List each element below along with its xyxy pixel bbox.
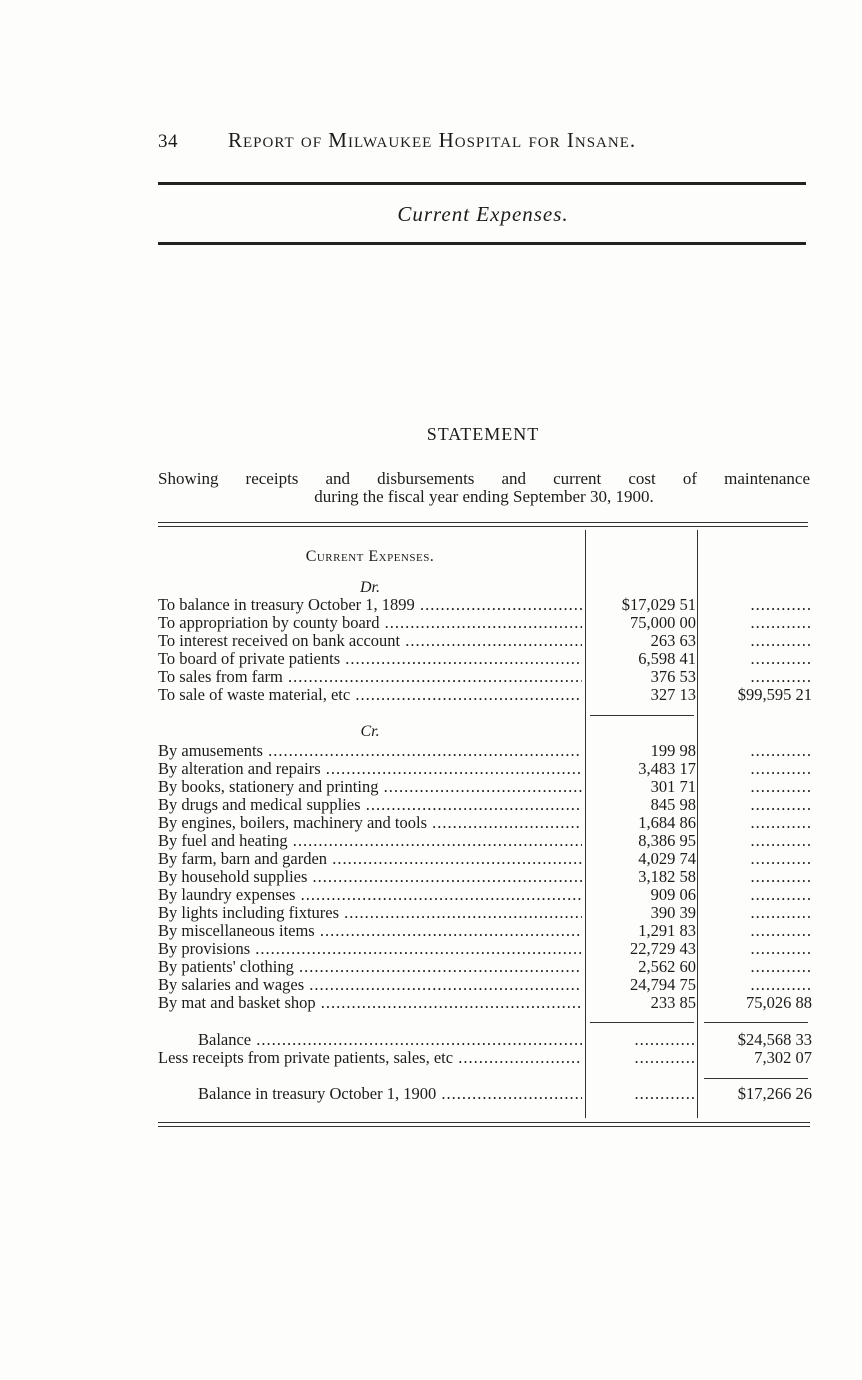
statement-subtitle-line-1: Showing receipts and disbursements and current cost of maintenance xyxy=(158,469,810,488)
credit-heading: Cr. xyxy=(360,723,380,740)
ledger-row-amount: 233 85 xyxy=(650,993,696,1012)
ledger-row-label: By laundry expenses ..... xyxy=(158,886,582,904)
ledger-row-label: To board of private patients ..... xyxy=(158,650,582,668)
table-top-rule-1 xyxy=(158,522,808,523)
ledger-row xyxy=(158,796,812,814)
ledger-row-total: ............ xyxy=(750,667,812,686)
ledger-row xyxy=(158,904,812,922)
ledger-row-total: ............ xyxy=(750,903,812,922)
ledger-row xyxy=(158,632,812,650)
ledger-row-label: By fuel and heating ..... xyxy=(158,832,582,850)
ledger-row-total: ............ xyxy=(750,613,812,632)
ledger-row-label: To balance in treasury October 1, 1899 ..... xyxy=(158,596,582,614)
ledger-row-amount: 199 98 xyxy=(650,741,696,760)
ledger-row-label: By farm, barn and garden ..... xyxy=(158,850,582,868)
ledger-row-amount: 3,483 17 xyxy=(638,759,696,778)
ledger-row xyxy=(158,778,812,796)
ledger-row-label: By miscellaneous items ..... xyxy=(158,922,582,940)
ledger-row-total: ............ xyxy=(750,939,812,958)
less-receipts-label: Less receipts from private patients, sales, etc ..... xyxy=(158,1049,582,1067)
ledger-row-label: By alteration and repairs ..... xyxy=(158,760,582,778)
less-receipts-leaders: ............ xyxy=(634,1048,696,1067)
ledger-row-total: ............ xyxy=(750,957,812,976)
ledger-row-total: ............ xyxy=(750,831,812,850)
ledger-row-amount: 2,562 60 xyxy=(638,957,696,976)
ledger-row-amount: 75,000 00 xyxy=(630,613,696,632)
ledger-row-total: ............ xyxy=(750,649,812,668)
ledger-row-total: ............ xyxy=(750,741,812,760)
ledger-row-total: 75,026 88 xyxy=(746,993,812,1012)
table-bottom-rule-2 xyxy=(158,1126,810,1127)
header-rule-bottom xyxy=(158,242,806,245)
ledger-row-label: By household supplies ..... xyxy=(158,868,582,886)
ledger-row-amount: 1,291 83 xyxy=(638,921,696,940)
ledger-row-label: To sale of waste material, etc ..... xyxy=(158,686,582,704)
header-rule-top xyxy=(158,182,806,185)
page-number: 34 xyxy=(158,131,178,152)
ledger-row-total: ............ xyxy=(750,885,812,904)
ledger-row-label: By engines, boilers, machinery and tools ..... xyxy=(158,814,582,832)
ledger-row-label: By provisions ..... xyxy=(158,940,582,958)
ledger-row-amount: 24,794 75 xyxy=(630,975,696,994)
ledger-row-total: ............ xyxy=(750,813,812,832)
balance-rule xyxy=(704,1078,808,1079)
statement-heading: STATEMENT xyxy=(426,424,540,444)
ledger-row-amount: 376 53 xyxy=(650,667,696,686)
credit-sum-rule xyxy=(590,1022,694,1023)
ledger-row-amount: 6,598 41 xyxy=(638,649,696,668)
ledger-row-amount: $17,029 51 xyxy=(621,595,696,614)
ledger-row xyxy=(158,850,812,868)
ledger-row xyxy=(158,958,812,976)
balance-row xyxy=(158,1031,812,1049)
ledger-row-label: By patients' clothing ..... xyxy=(158,958,582,976)
ledger-row-amount: 263 63 xyxy=(650,631,696,650)
ledger-row-total: ............ xyxy=(750,921,812,940)
ledger-row xyxy=(158,868,812,886)
running-title: Report of Milwaukee Hospital for Insane. xyxy=(228,128,637,152)
ledger-row xyxy=(158,886,812,904)
less-receipts-row xyxy=(158,1049,812,1067)
ledger-row-label: To appropriation by county board ..... xyxy=(158,614,582,632)
final-balance-label: Balance in treasury October 1, 1900 ..... xyxy=(198,1085,582,1103)
ledger-row-amount: 3,182 58 xyxy=(638,867,696,886)
ledger-row-label: To interest received on bank account ..... xyxy=(158,632,582,650)
ledger-row xyxy=(158,596,812,614)
ledger-row-label: By drugs and medical supplies ..... xyxy=(158,796,582,814)
statement-subtitle xyxy=(158,470,810,506)
ledger-row-total: ............ xyxy=(750,795,812,814)
ledger-row xyxy=(158,976,812,994)
less-receipts-total: 7,302 07 xyxy=(754,1048,812,1067)
ledger-row-amount: 4,029 74 xyxy=(638,849,696,868)
ledger-row-total: ............ xyxy=(750,849,812,868)
ledger-row-total: ............ xyxy=(750,759,812,778)
ledger-row-total: ............ xyxy=(750,867,812,886)
statement-subtitle-line-2: during the fiscal year ending September 30, 1900. xyxy=(314,487,654,506)
ledger-row-label: By books, stationery and printing ..... xyxy=(158,778,582,796)
ledger-row xyxy=(158,832,812,850)
balance-total: $24,568 33 xyxy=(737,1030,812,1049)
ledger-row xyxy=(158,614,812,632)
ledger-row-total: ............ xyxy=(750,631,812,650)
ledger-row-amount: 8,386 95 xyxy=(638,831,696,850)
final-balance-row xyxy=(158,1085,812,1103)
table-bottom-rule-1 xyxy=(158,1122,810,1123)
ledger-row-total: ............ xyxy=(750,595,812,614)
ledger-row-label: By mat and basket shop ..... xyxy=(158,994,582,1012)
ledger-row xyxy=(158,686,812,704)
balance-label: Balance ..... xyxy=(198,1031,582,1049)
table-caption: Current Expenses. xyxy=(305,548,435,565)
ledger-row-amount: 1,684 86 xyxy=(638,813,696,832)
ledger-row xyxy=(158,940,812,958)
ledger-row xyxy=(158,650,812,668)
debit-heading: Dr. xyxy=(359,579,380,596)
ledger-row-amount: 22,729 43 xyxy=(630,939,696,958)
final-balance-leaders: ............ xyxy=(634,1084,696,1103)
ledger-row-total: ............ xyxy=(750,777,812,796)
ledger-row xyxy=(158,922,812,940)
ledger-row-label: To sales from farm ..... xyxy=(158,668,582,686)
ledger-row-label: By salaries and wages ..... xyxy=(158,976,582,994)
ledger-row xyxy=(158,668,812,686)
ledger-row-amount: 845 98 xyxy=(650,795,696,814)
ledger-row-label: By lights including fixtures ..... xyxy=(158,904,582,922)
ledger-row xyxy=(158,814,812,832)
credit-total-rule xyxy=(704,1022,808,1023)
ledger-row-label: By amusements ..... xyxy=(158,742,582,760)
ledger-row-amount: 301 71 xyxy=(650,777,696,796)
ledger-row-amount: 327 13 xyxy=(650,685,696,704)
ledger-row xyxy=(158,742,812,760)
ledger-row-amount: 390 39 xyxy=(650,903,696,922)
final-balance-total: $17,266 26 xyxy=(737,1084,812,1103)
ledger-row-amount: 909 06 xyxy=(650,885,696,904)
ledger-row-total: $99,595 21 xyxy=(737,685,812,704)
running-head xyxy=(158,128,808,153)
ledger-row xyxy=(158,760,812,778)
ledger-row-total: ............ xyxy=(750,975,812,994)
ledger-row xyxy=(158,994,812,1012)
section-title: Current Expenses. xyxy=(397,202,569,226)
table-top-rule-2 xyxy=(158,526,808,527)
balance-leaders: ............ xyxy=(634,1030,696,1049)
debit-sum-rule xyxy=(590,715,694,716)
